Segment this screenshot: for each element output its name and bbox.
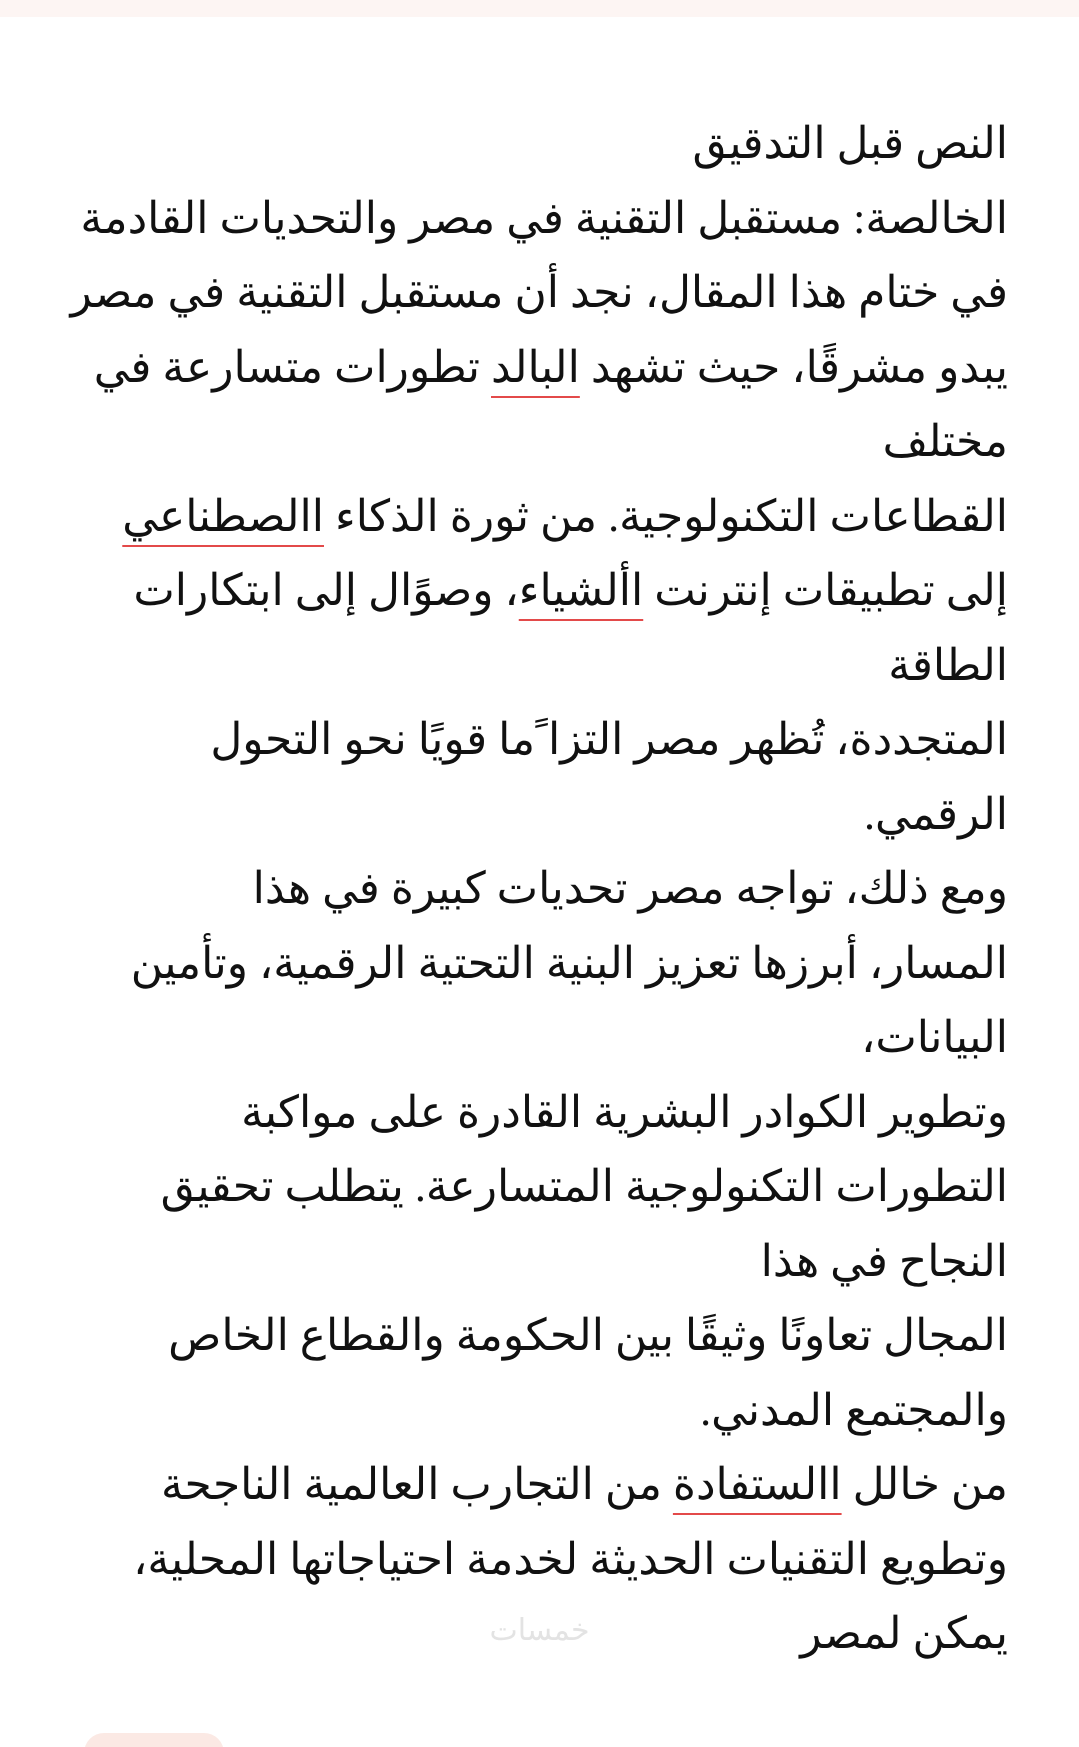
text-line (48, 703, 1008, 778)
text-segment: من التجارب العالمية الناجحة (160, 1460, 673, 1509)
bottom-button[interactable] (84, 1733, 224, 1747)
text-segment: يبدو مشرقًا، حيث تشهد (579, 342, 1008, 392)
text-segment: إلى تطبيقات إنترنت (643, 566, 1008, 615)
text-segment: ، وصوًال إلى ابتكارات (133, 566, 519, 615)
text-line (48, 778, 1008, 853)
text-line (48, 1150, 1008, 1225)
text-segment: البيانات، (861, 1013, 1008, 1062)
text-line (48, 1225, 1008, 1300)
text-line (48, 1299, 1008, 1374)
text-segment: المتجددة، تُظهر مصر التزا ًما قويًا نحو التحول (210, 715, 1008, 764)
text-segment: في ختام هذا المقال، نجد أن مستقبل التقنية في مصر (70, 268, 1008, 317)
text-segment: والمجتمع المدني. (700, 1385, 1008, 1435)
text-segment: ومع ذلك، تواجه مصر تحديات كبيرة في هذا (252, 864, 1008, 913)
text-segment: تطورات متسارعة في (93, 342, 491, 392)
text-line (48, 1001, 1008, 1076)
text-line (48, 1076, 1008, 1151)
text-segment: من خالل (841, 1460, 1008, 1509)
text-segment: يمكن لمصر (800, 1609, 1008, 1658)
text-segment: الرقمي. (863, 789, 1008, 839)
text-line (48, 256, 1008, 331)
misspelled-word[interactable]: االستفادة (672, 1460, 842, 1509)
misspelled-word[interactable]: األشياء (518, 566, 644, 615)
text-segment: المجال تعاونًا وثيقًا بين الحكومة والقطاع الخاص (168, 1311, 1008, 1360)
text-line (48, 554, 1008, 629)
text-line (48, 182, 1008, 257)
text-segment: الخالصة: مستقبل التقنية في مصر والتحديات القادمة (80, 193, 1008, 243)
watermark-logo: خمسات (489, 1613, 590, 1648)
document-heading: النص قبل التدقيق (692, 119, 1008, 168)
misspelled-word[interactable]: البالد (491, 342, 580, 392)
text-line (48, 331, 1008, 406)
text-segment: مختلف (882, 417, 1008, 466)
text-line (48, 852, 1008, 927)
text-line (48, 480, 1008, 555)
misspelled-word[interactable]: االصطناعي (122, 491, 324, 541)
text-segment: وتطويع التقنيات الحديثة لخدمة احتياجاتها المحلية، (133, 1534, 1008, 1584)
text-line (48, 1374, 1008, 1449)
document-card (0, 17, 1079, 1747)
text-segment: التطورات التكنولوجية المتسارعة. يتطلب تحقيق (160, 1162, 1008, 1211)
document-text[interactable] (48, 107, 1008, 1672)
text-segment: النجاح في هذا (760, 1236, 1008, 1286)
text-line (48, 1523, 1008, 1598)
text-segment: المسار، أبرزها تعزيز البنية التحتية الرقمية، وتأمين (130, 938, 1008, 988)
text-segment: وتطوير الكوادر البشرية القادرة على مواكبة (241, 1087, 1008, 1137)
text-line (48, 629, 1008, 704)
text-line (48, 1448, 1008, 1523)
text-line (48, 405, 1008, 480)
text-line (48, 927, 1008, 1002)
text-segment: القطاعات التكنولوجية. من ثورة الذكاء (324, 491, 1008, 541)
text-segment: الطاقة (888, 640, 1008, 690)
